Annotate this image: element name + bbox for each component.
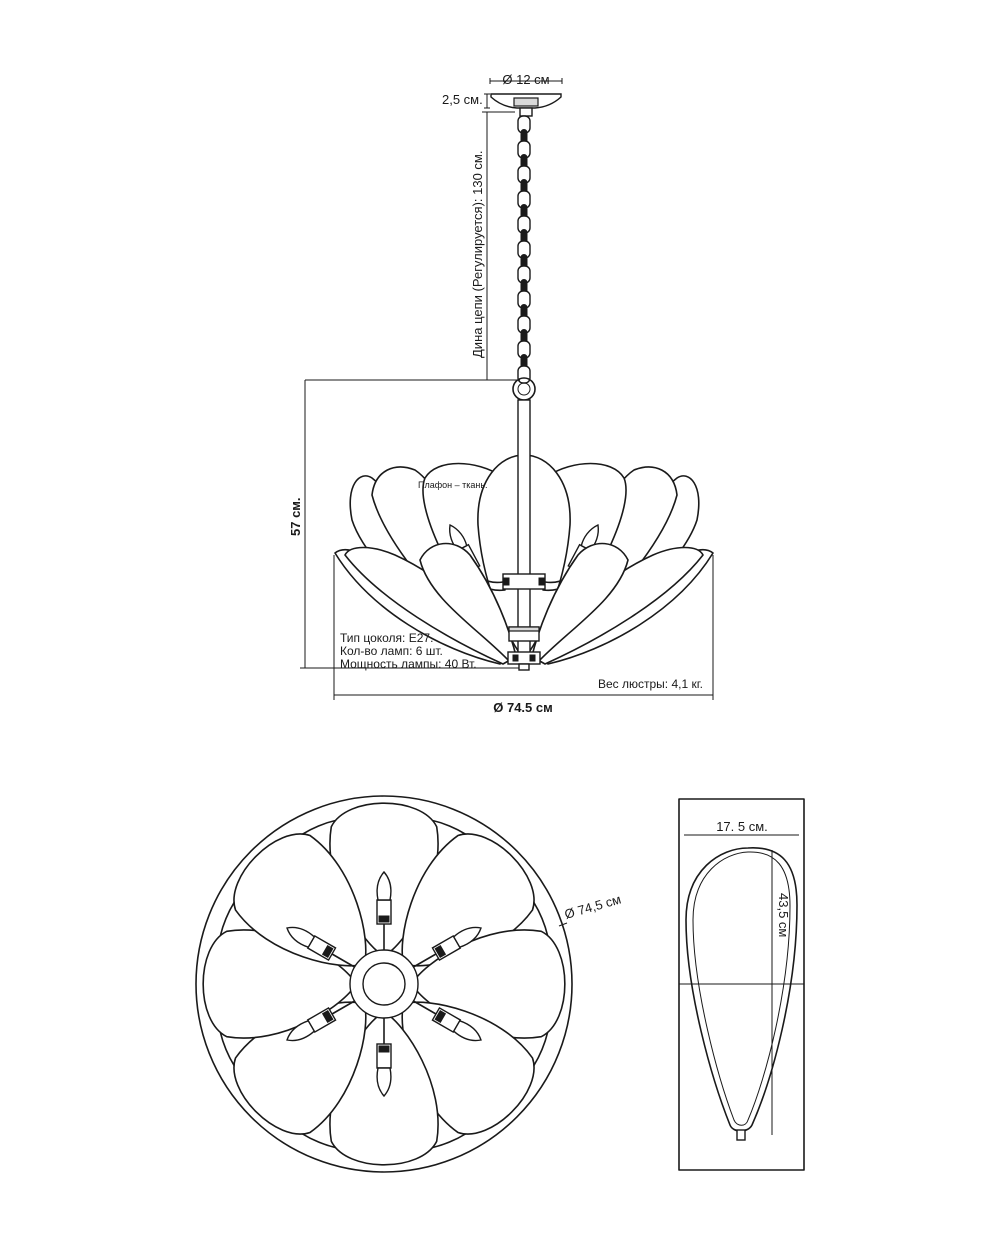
petal-width-label: 17. 5 см. — [716, 819, 768, 834]
top-hub-inner — [363, 963, 405, 1005]
lamp-count-label: Кол-во ламп: 6 шт. — [340, 644, 443, 658]
canopy-diameter-label: Ø 12 см — [502, 72, 550, 87]
top-view — [196, 796, 623, 1172]
canopy-height-label: 2,5 см. — [442, 92, 483, 107]
total-height-label: 57 см. — [288, 497, 303, 536]
lamp-power-label: Мощность лампы: 40 Вт. — [340, 657, 477, 671]
top-diameter-label: Ø 74,5 см — [562, 891, 623, 922]
weight-label: Вес люстры: 4,1 кг. — [598, 677, 703, 691]
front-diameter-label: Ø 74.5 см — [493, 700, 553, 715]
central-rod — [518, 400, 530, 662]
front-view — [288, 72, 713, 715]
petal-detail — [679, 799, 804, 1170]
petal-height-label: 43,5 см — [776, 893, 791, 938]
shade-material-label: Плафон – ткань. — [418, 480, 488, 490]
petal-outline — [686, 848, 797, 1131]
chain-length-label: Дина цепи (Регулируется): 130 см. — [470, 150, 485, 358]
petal-clip — [737, 1130, 745, 1140]
socket-type-label: Тип цоколя: E27. — [340, 631, 434, 645]
chain — [518, 116, 530, 383]
